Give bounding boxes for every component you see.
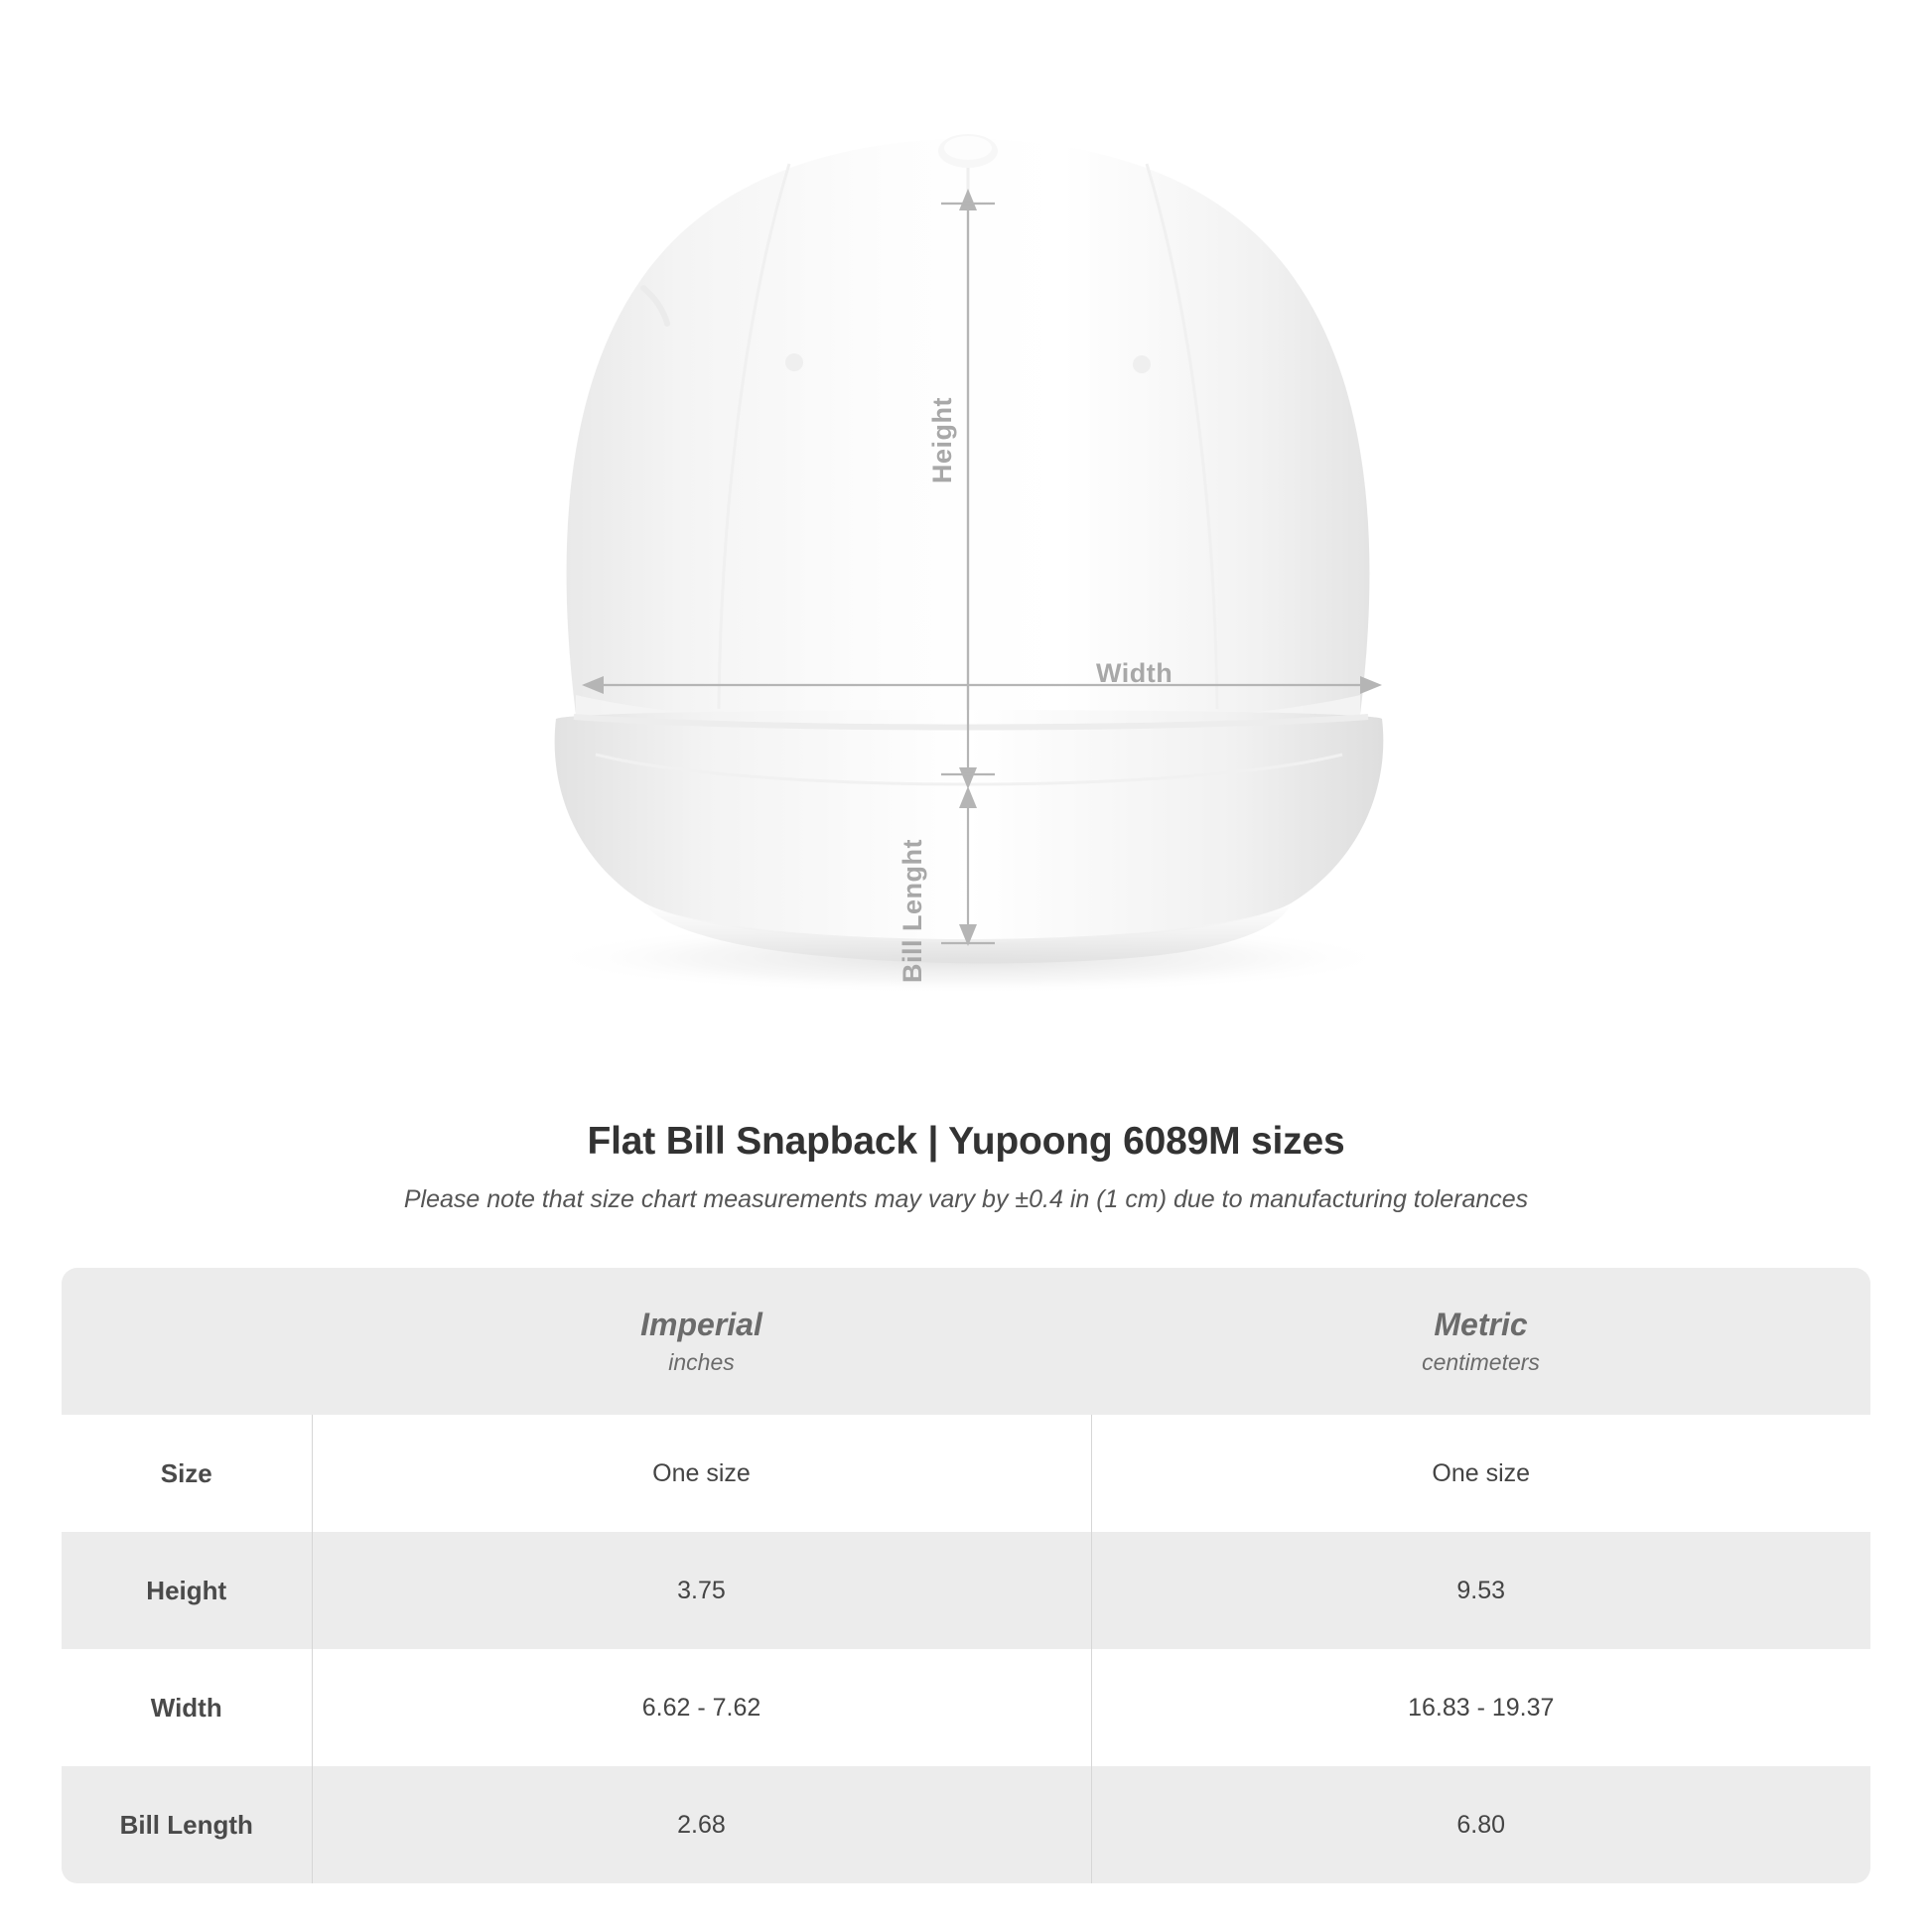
unit-name-imperial: Imperial [640,1307,762,1343]
bill-label-line-2: Lenght [897,839,927,931]
table-row [62,1532,1870,1649]
cell-height-imperial: 3.75 [312,1532,1091,1649]
unit-header-spacer [62,1268,312,1415]
size-table [62,1268,1870,1883]
dimension-label-bill-length [898,839,926,983]
dimension-label-height: Height [927,397,957,483]
table-row [62,1415,1870,1532]
row-label-size: Size [62,1415,312,1532]
size-table-wrapper [62,1268,1870,1883]
bill-label-line-1: Bill [897,939,927,984]
unit-header-row [62,1268,1870,1415]
cell-width-metric: 16.83 - 19.37 [1091,1649,1870,1766]
dimension-label-width: Width [1096,658,1173,688]
row-label-bill-length: Bill Length [62,1766,312,1883]
page-title: Flat Bill Snapback | Yupoong 6089M sizes [587,1120,1345,1163]
unit-sub-metric: centimeters [1422,1348,1540,1375]
cell-size-metric: One size [1091,1415,1870,1532]
table-head [62,1268,1870,1415]
table-body [62,1415,1870,1883]
table-row [62,1649,1870,1766]
tolerance-note: Please note that size chart measurements may vary by ±0.4 in (1 cm) due to manufacturing tolerances [403,1185,1529,1213]
title-block [0,1120,1932,1214]
cell-bill-length-imperial: 2.68 [312,1766,1091,1883]
table-row [62,1766,1870,1883]
cell-bill-length-metric: 6.80 [1091,1766,1870,1883]
cell-size-imperial: One size [312,1415,1091,1532]
unit-name-metric: Metric [1434,1307,1528,1343]
cell-height-metric: 9.53 [1091,1532,1870,1649]
unit-header-metric [1091,1268,1870,1415]
unit-sub-imperial: inches [668,1348,735,1375]
row-label-width: Width [62,1649,312,1766]
cell-width-imperial: 6.62 - 7.62 [312,1649,1091,1766]
row-label-height: Height [62,1532,312,1649]
unit-header-imperial [312,1268,1091,1415]
